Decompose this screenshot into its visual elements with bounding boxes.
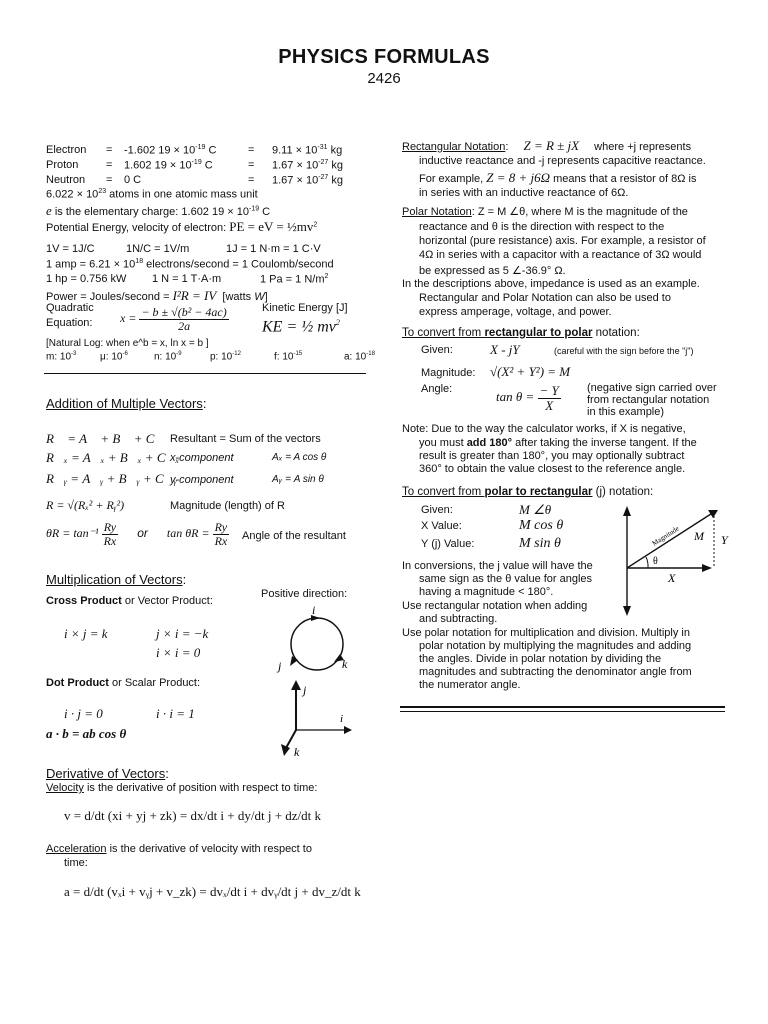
rect-para-2: same sign as the θ value for angles: [419, 573, 593, 585]
y-component-desc: y-component: [170, 474, 234, 486]
angle-formula: tan θ = $\frac{- Y}{X}$: [496, 383, 559, 413]
acceleration-equation: a = d/dt (vₓi + vᵧj + v_zk) = dvₓ/dt i + dvᵧ/dt j + dv_z/dt k: [64, 884, 361, 899]
acceleration-desc-2: time:: [64, 857, 88, 869]
polar-text-3: horizontal (pure resistance) axis. For example, a resistor of: [419, 235, 706, 247]
polar-text-2: reactance and θ is the direction with respect to the: [419, 221, 665, 233]
angle-equation: θR = tan⁻¹ $\frac{Ry}{Rx}$ or tan θR = $\frac{Ry}{Rx}$: [46, 520, 228, 548]
power-line: Power = Joules/second = I²R = IV [watts W]: [46, 288, 268, 303]
diagram-label-m: M: [694, 529, 704, 543]
positive-direction-label: Positive direction:: [261, 588, 348, 600]
kinetic-energy-formula: KE = ½ $mv^2$: [262, 318, 340, 336]
note-line-2: you must add 180° after taking the inverse tangent. If the: [419, 437, 697, 449]
angle-desc: Angle of the resultant: [242, 530, 346, 542]
dot-eq-ii: i · i = 1: [156, 706, 195, 721]
desc-text-2: Rectangular and Polar Notation can also be used to: [419, 292, 671, 304]
polar-text-4: 4Ω in series with a capacitor with a reactance of 3Ω would: [419, 249, 702, 261]
diagram-label-theta: θ: [653, 556, 658, 567]
rectangular-notation-line: Rectangular Notation: Z = R ± jX where +j represents: [402, 138, 692, 153]
y-value-eq: M sin θ: [519, 536, 561, 551]
rect-text-4: in series with an inductive reactance of 6Ω.: [419, 187, 629, 199]
cross-eq-ji: j × i = −k: [156, 626, 209, 641]
velocity-desc: Velocity is the derivative of position with respect to time:: [46, 782, 318, 794]
rect-text-3: For example, Z = 8 + j6Ω means that a resistor of 8Ω is: [419, 170, 697, 185]
axis-label-j: j: [303, 683, 307, 697]
x-value-label: X Value:: [421, 520, 462, 532]
derivative-heading: Derivative of Vectors:: [46, 766, 169, 781]
y-component-equation: R⃗ᵧ = A⃗ᵧ + B⃗ᵧ + C⃗ᵧ: [46, 471, 177, 486]
quadratic-label-2: Equation:: [46, 317, 93, 329]
amu-line: $6.022 \times 10^{23}$ atoms in one atomic mass unit: [46, 188, 258, 201]
direction-circle: [291, 618, 343, 670]
cross-eq-ii: i × i = 0: [156, 645, 201, 660]
axes-diagram: [276, 680, 366, 760]
section-end-rule-bottom: [400, 711, 725, 712]
natural-log-note: [Natural Log: when e^b = x, ln x = b ]: [46, 338, 209, 349]
given-equation: X - jY: [490, 342, 520, 357]
dot-product-label: Dot Product or Scalar Product:: [46, 677, 201, 689]
rect-para-1: In conversions, the j value will have the: [402, 560, 593, 572]
magnitude-desc: Magnitude (length) of R: [170, 500, 285, 512]
rect-para-7: polar notation by multiplying the magnitudes and adding: [419, 640, 692, 652]
kinetic-energy-label: Kinetic Energy [J]: [262, 302, 348, 314]
rect-given-label: Given:: [421, 504, 453, 516]
desc-text-3: express amperage, voltage, and power.: [419, 306, 612, 318]
multiplication-heading: Multiplication of Vectors:: [46, 572, 187, 587]
dot-eq-ab: a · b = ab cos θ: [46, 726, 127, 741]
circle-label-i: i: [312, 603, 316, 617]
rect-para-5: and subtracting.: [419, 613, 498, 625]
note-line-3: result is greater than 180°, you may optionally subtract: [419, 450, 685, 462]
y-value-label: Y (j) Value:: [421, 538, 475, 550]
to-rect-heading: To convert from polar to rectangular (j) notation:: [402, 486, 654, 498]
y-component-formula: Aᵧ = A sin θ: [272, 474, 324, 485]
x-component-formula: Aₓ = A cos θ: [272, 452, 327, 463]
acceleration-desc: Acceleration is the derivative of velocity with respect to: [46, 843, 312, 855]
rect-para-10: the numerator angle.: [419, 679, 521, 691]
magnitude-label: Magnitude:: [421, 367, 476, 379]
document-number: 2426: [367, 70, 401, 87]
x-component-equation: R⃗ₓ = A⃗ₓ + B⃗ₓ + C⃗ₓ: [46, 450, 180, 465]
circle-label-k: k: [342, 657, 348, 671]
rect-para-8: the angles. Divide in polar notation by dividing the: [419, 653, 662, 665]
circle-label-j: j: [278, 659, 282, 673]
quadratic-formula: x = $\frac{\text{− b ± √(b² − 4ac)}}{2a}$: [120, 305, 227, 333]
axis-label-k: k: [294, 745, 300, 759]
given-label: Given:: [421, 344, 453, 356]
page-title: PHYSICS FORMULAS: [278, 46, 490, 68]
dot-eq-ij: i · j = 0: [64, 706, 103, 721]
diagram-label-y: Y: [721, 533, 728, 547]
magnitude-label-diagram: Magnitude: [650, 524, 681, 548]
rect-para-6: Use polar notation for multiplication and division. Multiply in: [402, 627, 690, 639]
note-line-4: 360° to obtain the value closest to the reference angle.: [419, 463, 686, 475]
negative-sign-note: (negative sign carried over from rectangular notation in this example): [587, 382, 717, 418]
potential-energy-line: Potential Energy, velocity of electron: PE = eV = $\frac{1}{2}mv^2$: [46, 219, 318, 234]
axis-label-i: i: [340, 713, 344, 725]
rect-text-2: inductive reactance and -j represents capacitive reactance.: [419, 155, 706, 167]
rect-para-9: magnitudes and subtracting the denominator angle from: [419, 666, 692, 678]
divider: [44, 373, 366, 374]
polar-notation-line: Polar Notation: Z = M ∠θ, where M is the magnitude of the: [402, 206, 688, 218]
resultant-equation: R⃗ = A⃗ + B⃗ + C⃗: [46, 431, 165, 446]
section-end-rule-top: [400, 706, 725, 708]
angle-label: Angle:: [421, 383, 453, 395]
magnitude-formula: √(X² + Y²) = M: [490, 364, 571, 379]
to-polar-heading: To convert from rectangular to polar notation:: [402, 327, 640, 339]
cross-product-label: Cross Product or Vector Product:: [46, 595, 213, 607]
units-line-2: 1 amp = $6.21 \times 10^{18}$ electrons/second = 1 Coulomb/second: [46, 258, 334, 271]
resultant-desc: Resultant = Sum of the vectors: [170, 433, 321, 445]
elementary-charge-line: e is the elementary charge: 1.602 $19 \times 10^{-19}$ C: [46, 203, 271, 218]
x-component-desc: x-component: [170, 452, 234, 464]
cross-product-circle-diagram: [270, 600, 370, 680]
rect-given-eq: M ∠θ: [519, 502, 552, 517]
magnitude-equation: R = √(Rₓ² + Rᵧ²): [46, 498, 125, 512]
addition-heading: Addition of Multiple Vectors:: [46, 396, 207, 411]
velocity-equation: v = d/dt (xi + yj + zk) = dx/dt i + dy/dt j + dz/dt k: [64, 808, 322, 823]
cross-eq-ij: i × j = k: [64, 626, 108, 641]
note-line-1: Note: Due to the way the calculator works, if X is negative,: [402, 423, 686, 435]
desc-text-1: In the descriptions above, impedance is used as an example.: [402, 278, 700, 290]
polar-rect-diagram: [618, 504, 738, 616]
careful-note: (careful with the sign before the "j"): [554, 346, 694, 356]
rect-para-4: Use rectangular notation when adding: [402, 600, 588, 612]
quadratic-label-1: Quadratic: [46, 302, 94, 314]
diagram-label-x: X: [668, 571, 676, 585]
rect-para-3: having a magnitude < 180°.: [419, 586, 554, 598]
polar-text-5: be expressed as 5 ∠-36.9° Ω.: [419, 265, 566, 277]
x-value-eq: M cos θ: [519, 518, 564, 533]
